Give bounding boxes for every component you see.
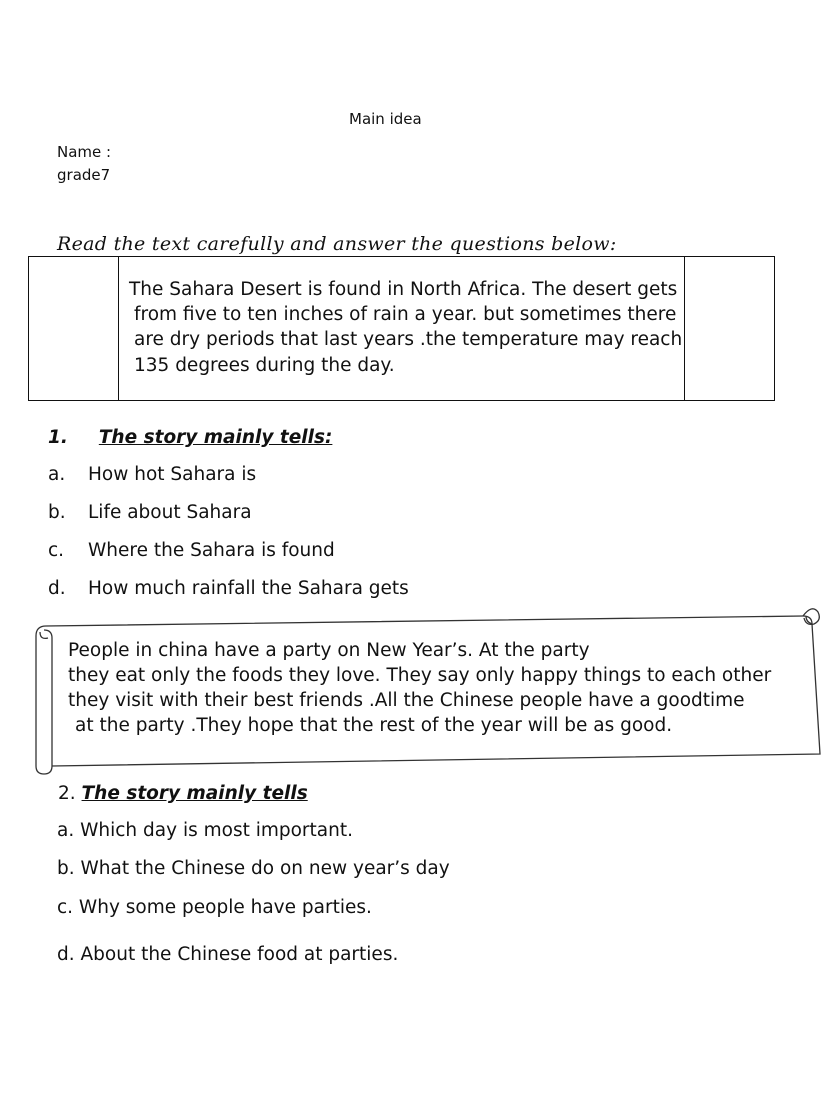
option-text: How hot Sahara is	[88, 464, 257, 485]
question1-option-a	[48, 464, 256, 485]
question1-heading	[48, 427, 332, 448]
option-letter: c.	[48, 540, 65, 561]
question1-option-b	[48, 502, 252, 523]
option-text: Where the Sahara is found	[88, 540, 335, 561]
question1-prompt: The story mainly tells:	[98, 427, 333, 448]
question2-option-c: c. Why some people have parties.	[57, 897, 372, 918]
option-text: Life about Sahara	[88, 502, 252, 523]
question2-number: 2.	[58, 783, 76, 804]
passage1-line: 135 degrees during the day.	[134, 355, 395, 376]
option-letter: a.	[48, 464, 66, 485]
option-letter: b.	[48, 502, 66, 523]
passage1-line: from five to ten inches of rain a year. but sometimes there	[134, 304, 677, 325]
option-text: How much rainfall the Sahara gets	[88, 578, 409, 599]
question1-number: 1.	[48, 427, 68, 448]
passage1-box-divider-right	[684, 256, 685, 401]
option-letter: d.	[48, 578, 66, 599]
passage1-line: are dry periods that last years .the temperature may reach	[134, 329, 683, 350]
passage2-line: they eat only the foods they love. They say only happy things to each other	[68, 665, 772, 686]
passage1-box-divider-left	[118, 256, 119, 401]
passage2-line: at the party .They hope that the rest of the year will be as good.	[75, 715, 673, 736]
question2-option-b: b. What the Chinese do on new year’s day	[57, 858, 450, 879]
passage2-line: People in china have a party on New Year’s. At the party	[68, 640, 590, 661]
worksheet-title: Main idea	[349, 110, 422, 128]
grade-label: grade7	[57, 166, 111, 184]
passage1-line: The Sahara Desert is found in North Africa. The desert gets	[129, 279, 678, 300]
question2-option-d: d. About the Chinese food at parties.	[57, 944, 399, 965]
question1-option-c	[48, 540, 335, 561]
question2-prompt: The story mainly tells	[81, 783, 308, 804]
passage2-line: they visit with their best friends .All the Chinese people have a goodtime	[68, 690, 745, 711]
instructions: Read the text carefully and answer the questions below:	[57, 233, 617, 255]
name-label: Name :	[57, 143, 112, 161]
question2-heading	[58, 783, 308, 804]
question2-option-a: a. Which day is most important.	[57, 820, 353, 841]
